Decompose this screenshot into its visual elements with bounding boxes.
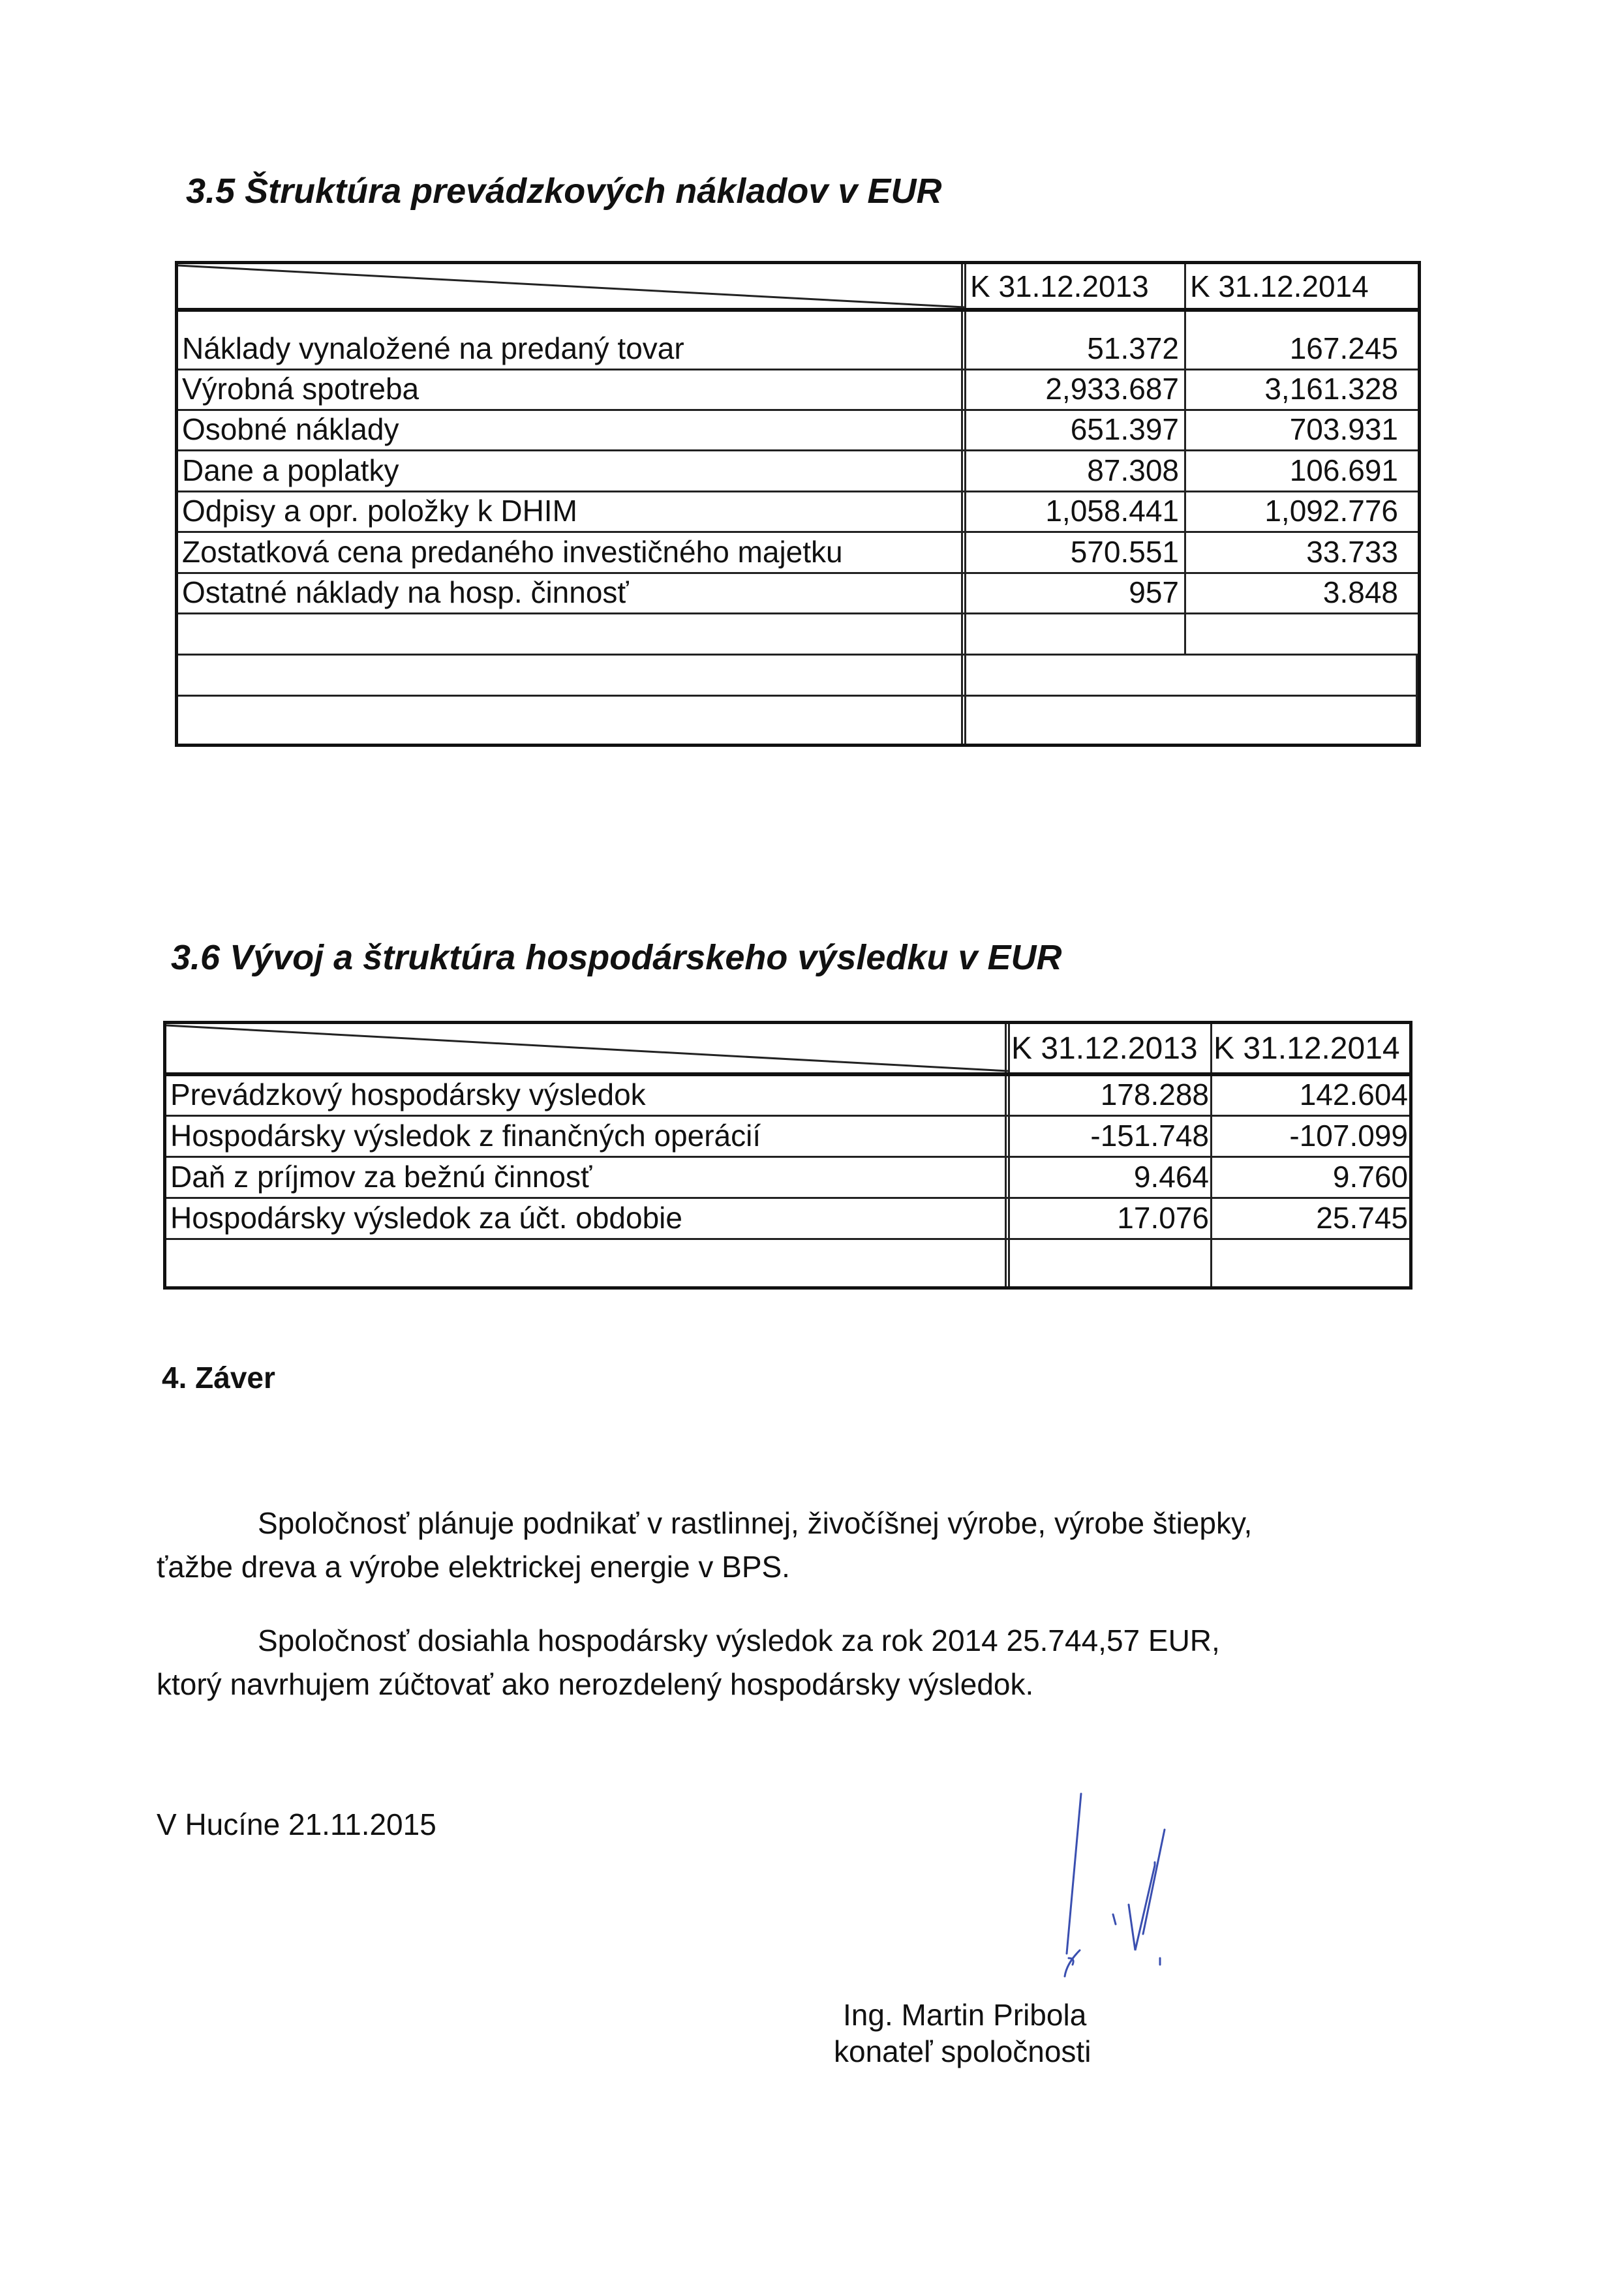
value-2013: 17.076 bbox=[1005, 1199, 1210, 1238]
row-label: Zostatková cena predaného investičného majetku bbox=[182, 535, 843, 569]
table-row bbox=[178, 312, 1418, 370]
table-row bbox=[166, 1199, 1409, 1240]
table-row bbox=[178, 492, 1418, 533]
empty-cell bbox=[961, 656, 1418, 695]
conclusion-paragraph-2-line-2: ktorý navrhujem zúčtovať ako nerozdelený hospodársky výsledok. bbox=[157, 1667, 1034, 1701]
value-2014: 1,092.776 bbox=[1184, 492, 1418, 531]
empty-cell bbox=[961, 614, 1184, 654]
empty-row bbox=[178, 614, 1418, 656]
table-row bbox=[166, 1117, 1409, 1158]
value-2013: 957 bbox=[961, 574, 1184, 612]
value-2013: 87.308 bbox=[961, 451, 1184, 491]
conclusion-paragraph-1-line-2: ťažbe dreva a výrobe elektrickej energie v BPS. bbox=[157, 1550, 790, 1584]
signer-role: konateľ spoločnosti bbox=[834, 2034, 1091, 2068]
value-2014: 9.760 bbox=[1210, 1158, 1409, 1197]
operating-costs-table bbox=[175, 261, 1421, 747]
column-header-2014: K 31.12.2014 bbox=[1184, 264, 1418, 308]
row-label: Náklady vynaložené na predaný tovar bbox=[182, 331, 684, 365]
place-and-date: V Hucíne 21.11.2015 bbox=[157, 1807, 436, 1841]
value-2013: 178.288 bbox=[1005, 1076, 1210, 1115]
value-2013: -151.748 bbox=[1005, 1117, 1210, 1156]
empty-cell bbox=[1005, 1240, 1210, 1286]
empty-row bbox=[178, 656, 1418, 697]
value-2014: 33.733 bbox=[1184, 533, 1418, 572]
section-3-6-title: 3.6 Vývoj a štruktúra hospodárskeho výsledku v EUR bbox=[171, 938, 1062, 977]
value-2014: 167.245 bbox=[1184, 312, 1418, 369]
row-label: Hospodársky výsledok z finančných operácií bbox=[170, 1119, 761, 1153]
table-row bbox=[178, 574, 1418, 614]
row-label: Ostatné náklady na hosp. činnosť bbox=[182, 575, 629, 609]
value-2014: 3.848 bbox=[1184, 574, 1418, 612]
column-header-2013: K 31.12.2013 bbox=[1005, 1024, 1210, 1072]
value-2013: 1,058.441 bbox=[961, 492, 1184, 531]
table-header-row bbox=[166, 1024, 1409, 1076]
conclusion-paragraph-2-line-1: Spoločnosť dosiahla hospodársky výsledok za rok 2014 25.744,57 EUR, bbox=[258, 1624, 1220, 1657]
row-label: Hospodársky výsledok za účt. obdobie bbox=[170, 1201, 682, 1235]
row-label: Daň z príjmov za bežnú činnosť bbox=[170, 1160, 592, 1194]
row-label: Osobné náklady bbox=[182, 412, 399, 446]
table-row bbox=[166, 1076, 1409, 1117]
empty-row bbox=[166, 1240, 1409, 1286]
value-2013: 51.372 bbox=[961, 312, 1184, 369]
signature-icon bbox=[992, 1787, 1240, 1996]
conclusion-paragraph-1-line-1: Spoločnosť plánuje podnikať v rastlinnej, živočíšnej výrobe, výrobe štiepky, bbox=[258, 1506, 1253, 1540]
value-2014: 703.931 bbox=[1184, 411, 1418, 449]
table-header-row bbox=[178, 264, 1418, 312]
empty-cell bbox=[1210, 1240, 1409, 1286]
row-label: Odpisy a opr. položky k DHIM bbox=[182, 494, 577, 528]
empty-cell bbox=[1184, 614, 1418, 654]
section-3-5-title: 3.5 Štruktúra prevádzkových nákladov v EUR bbox=[186, 172, 942, 211]
column-header-2014: K 31.12.2014 bbox=[1210, 1024, 1409, 1072]
row-label: Výrobná spotreba bbox=[182, 372, 420, 406]
value-2014: 106.691 bbox=[1184, 451, 1418, 491]
empty-cell bbox=[961, 697, 1418, 744]
section-4-title: 4. Záver bbox=[162, 1361, 275, 1395]
value-2014: 3,161.328 bbox=[1184, 370, 1418, 409]
table-row bbox=[178, 370, 1418, 411]
value-2014: 142.604 bbox=[1210, 1076, 1409, 1115]
value-2014: -107.099 bbox=[1210, 1117, 1409, 1156]
row-label: Prevádzkový hospodársky výsledok bbox=[170, 1078, 646, 1111]
column-header-2013: K 31.12.2013 bbox=[961, 264, 1184, 308]
table-row bbox=[166, 1158, 1409, 1199]
economic-result-table bbox=[163, 1021, 1412, 1290]
value-2014: 25.745 bbox=[1210, 1199, 1409, 1238]
value-2013: 651.397 bbox=[961, 411, 1184, 449]
diagonal-header-line bbox=[178, 264, 964, 310]
signer-name: Ing. Martin Pribola bbox=[843, 1998, 1087, 2032]
value-2013: 2,933.687 bbox=[961, 370, 1184, 409]
row-label: Dane a poplatky bbox=[182, 453, 399, 487]
table-row bbox=[178, 411, 1418, 451]
value-2013: 9.464 bbox=[1005, 1158, 1210, 1197]
diagonal-header-line bbox=[166, 1024, 1008, 1074]
value-2013: 570.551 bbox=[961, 533, 1184, 572]
table-row bbox=[178, 451, 1418, 492]
table-row bbox=[178, 533, 1418, 574]
empty-row bbox=[178, 697, 1418, 744]
